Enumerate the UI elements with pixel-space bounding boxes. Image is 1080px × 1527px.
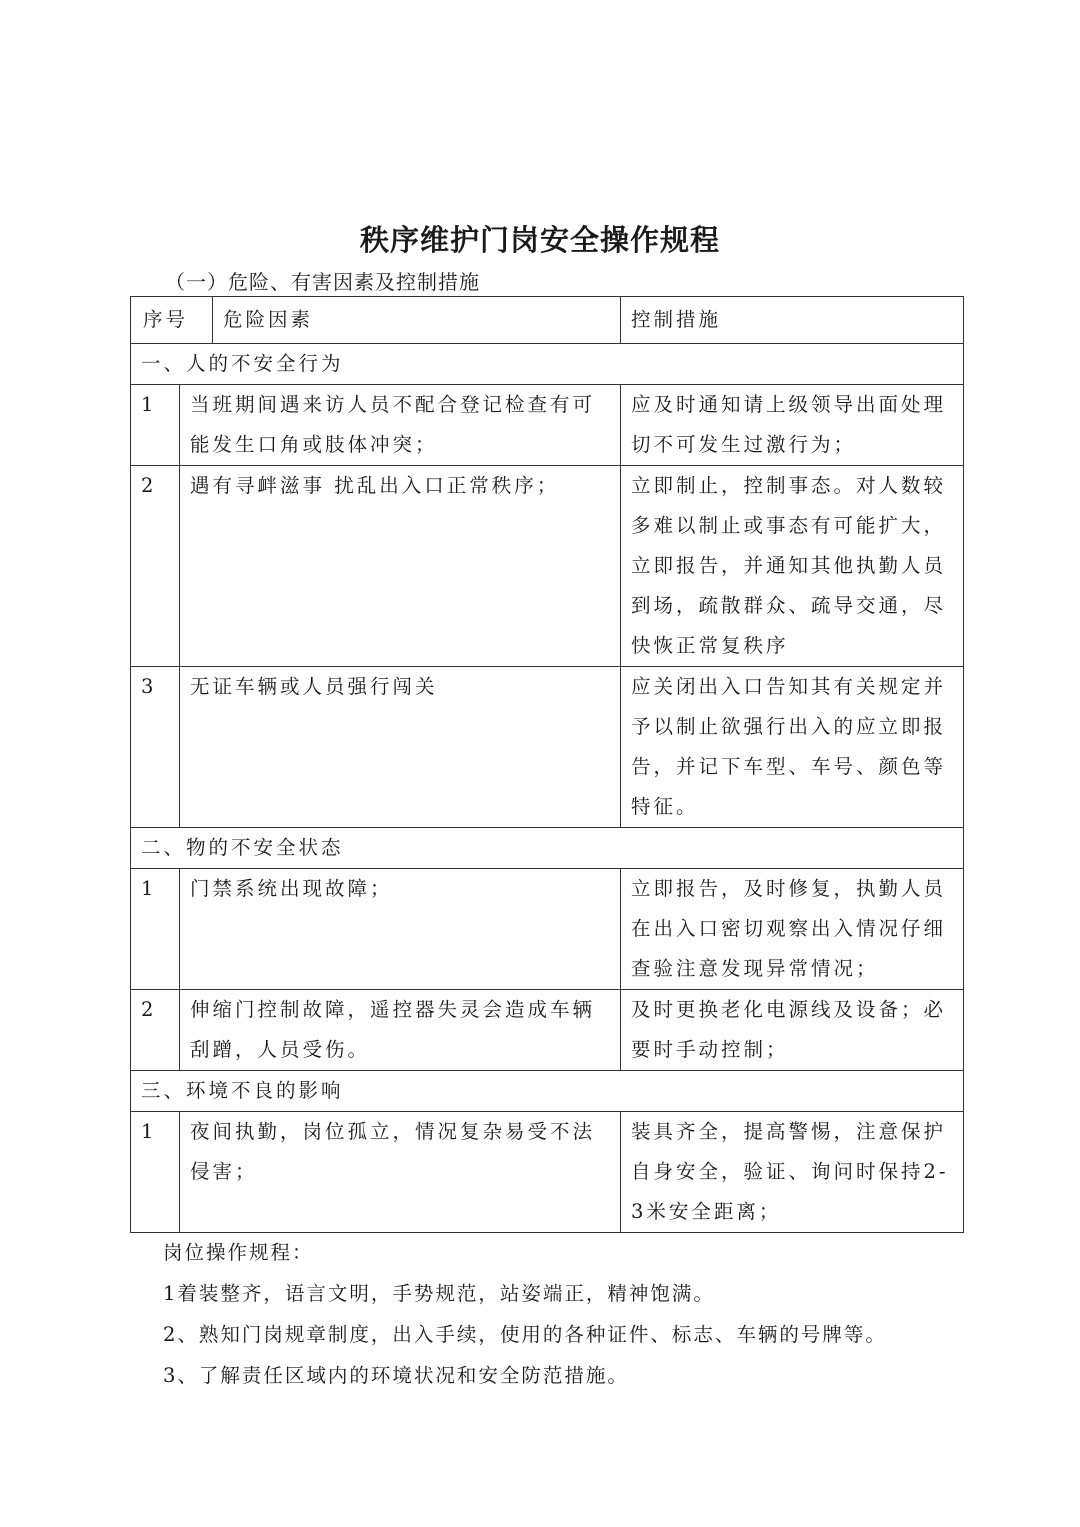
header-seq: 序号 (131, 297, 213, 344)
operations-section (163, 1232, 963, 1396)
row-seq: 1 (131, 1112, 180, 1233)
operation-item: 1着装整齐，语言文明，手势规范，站姿端正，精神饱满。 (163, 1282, 715, 1305)
document-title: 秩序维护门岗安全操作规程 (359, 223, 720, 257)
row-control: 立即报告，及时修复，执勤人员在出入口密切观察出入情况仔细查验注意发现异常情况； (621, 869, 964, 990)
row-seq: 2 (131, 466, 180, 667)
section-subtitle: （一）危险、有害因素及控制措施 (165, 270, 480, 294)
header-risk: 危险因素 (213, 297, 621, 344)
row-risk: 伸缩门控制故障，遥控器失灵会造成车辆刮蹭，人员受伤。 (180, 990, 621, 1071)
row-risk: 夜间执勤，岗位孤立，情况复杂易受不法侵害； (180, 1112, 621, 1233)
row-seq: 1 (131, 385, 180, 466)
row-seq: 2 (131, 990, 180, 1071)
row-control: 装具齐全，提高警惕，注意保护自身安全，验证、询问时保持2-3米安全距离； (621, 1112, 964, 1233)
row-control: 立即制止，控制事态。对人数较多难以制止或事态有可能扩大，立即报告，并通知其他执勤人员到场，疏散群众、疏导交通，尽快恢正常复秩序 (621, 466, 964, 667)
row-seq: 1 (131, 869, 180, 990)
section-title: 二、物的不安全状态 (131, 828, 964, 869)
row-seq: 3 (131, 667, 180, 828)
risk-control-table (130, 296, 964, 1233)
row-risk: 当班期间遇来访人员不配合登记检查有可能发生口角或肢体冲突； (180, 385, 621, 466)
operation-item: 3、了解责任区域内的环境状况和安全防范措施。 (163, 1364, 629, 1387)
header-control: 控制措施 (621, 297, 964, 344)
section-row-human (131, 344, 964, 385)
section-title: 一、人的不安全行为 (131, 344, 964, 385)
section-row-environment (131, 1071, 964, 1112)
operations-heading: 岗位操作规程： (163, 1241, 314, 1264)
row-risk: 遇有寻衅滋事 扰乱出入口正常秩序； (180, 466, 621, 667)
row-control: 应及时通知请上级领导出面处理切不可发生过激行为； (621, 385, 964, 466)
table-row (131, 667, 964, 828)
table-header-row (131, 297, 964, 344)
row-risk: 无证车辆或人员强行闯关 (180, 667, 621, 828)
row-control: 及时更换老化电源线及设备；必要时手动控制； (621, 990, 964, 1071)
row-control: 应关闭出入口告知其有关规定并予以制止欲强行出入的应立即报告，并记下车型、车号、颜色等特征。 (621, 667, 964, 828)
table-row (131, 466, 964, 667)
section-title: 三、环境不良的影响 (131, 1071, 964, 1112)
row-risk: 门禁系统出现故障； (180, 869, 621, 990)
table-row (131, 385, 964, 466)
operation-item: 2、熟知门岗规章制度，出入手续，使用的各种证件、标志、车辆的号牌等。 (163, 1323, 887, 1346)
section-row-object (131, 828, 964, 869)
table-row (131, 869, 964, 990)
table-row (131, 990, 964, 1071)
table-row (131, 1112, 964, 1233)
